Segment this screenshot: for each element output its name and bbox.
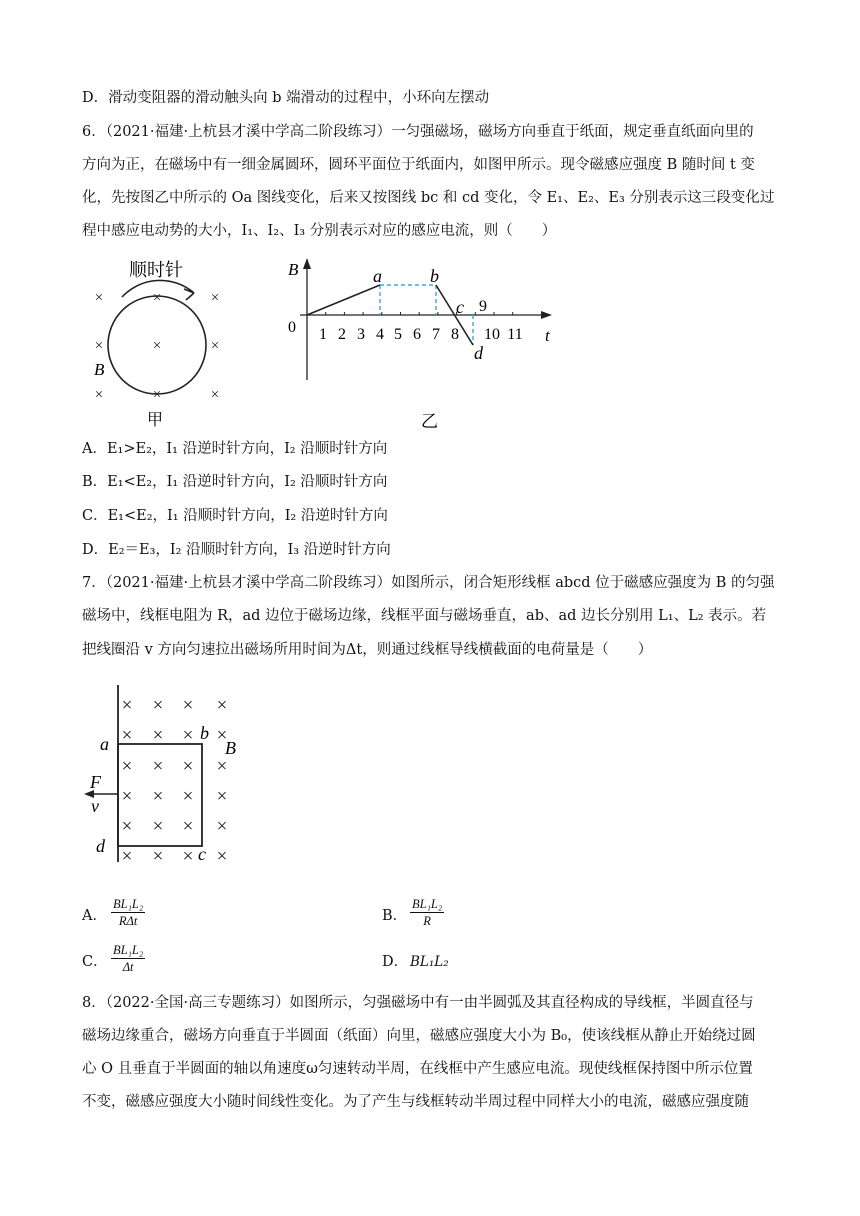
corner-a-label: a xyxy=(100,734,109,754)
figure-q7-rectangular-loop xyxy=(82,680,252,865)
figure-jia-ring-in-field xyxy=(82,255,252,430)
svg-text:×: × xyxy=(182,756,194,777)
svg-text:×: × xyxy=(182,846,194,865)
svg-text:×: × xyxy=(182,786,194,807)
field-b-label: B xyxy=(225,738,236,758)
q7-option-a-label: A． xyxy=(82,908,107,924)
q7-stem-line-1: 7．（2021·福建·上杭县才溪中学高二阶段练习）如图所示，闭合矩形线框 abcd 位于磁感应强度为 B 的匀强 xyxy=(82,575,775,591)
q7-option-d-text: BL₁L₂ xyxy=(410,954,449,970)
svg-text:×: × xyxy=(216,816,228,837)
svg-text:×: × xyxy=(152,816,164,837)
tick-label-5: 5 xyxy=(394,326,402,343)
q6-stem-line-2: 方向为正，在磁场中有一细金属圆环，圆环平面位于纸面内，如图甲所示。现令磁感应强度 B 随时间 t 变 xyxy=(82,157,755,173)
q7-option-c-fraction xyxy=(111,942,145,975)
svg-text:×: × xyxy=(121,786,133,807)
tick-label-11: 11 xyxy=(507,326,523,343)
denominator: Δt xyxy=(122,960,134,974)
q7-option-b-fraction xyxy=(410,896,444,929)
svg-text:×: × xyxy=(152,846,164,865)
velocity-v-label: v xyxy=(91,796,99,816)
y-axis-label: B xyxy=(288,260,299,279)
tick-label-1: 1 xyxy=(319,326,327,343)
figure-yi-b-t-graph xyxy=(280,255,565,435)
numerator: BL₁L₂ xyxy=(113,897,144,911)
cross-mark: × xyxy=(210,387,220,403)
svg-text:×: × xyxy=(216,725,228,746)
svg-text:×: × xyxy=(152,695,164,716)
denominator: RΔt xyxy=(118,914,138,928)
x-axis-label: t xyxy=(545,326,550,345)
rotation-label: 顺时针 xyxy=(129,260,183,281)
numerator: BL₁L₂ xyxy=(412,897,443,911)
q7-option-d-label: D． xyxy=(382,954,409,970)
q6-option-a: A．E₁>E₂，I₁ 沿逆时针方向，I₂ 沿顺时针方向 xyxy=(82,441,388,457)
svg-text:×: × xyxy=(121,756,133,777)
cross-mark: × xyxy=(94,387,104,403)
q7-stem-line-2: 磁场中，线框电阻为 R，ad 边位于磁场边缘，线框平面与磁场垂直，ab、ad 边长分别用 L₁、L₂ 表示。若 xyxy=(82,608,767,624)
denominator: R xyxy=(423,914,431,928)
svg-text:×: × xyxy=(182,725,194,746)
tick-label-2: 2 xyxy=(338,326,346,343)
q6-stem-line-3: 化，先按图乙中所示的 Oa 图线变化，后来又按图线 bc 和 cd 变化，令 E₁、E₂、E₃ 分别表示这三段变化过 xyxy=(82,190,775,206)
cross-mark: × xyxy=(210,338,220,354)
corner-d-label: d xyxy=(96,836,105,856)
y-axis-arrow xyxy=(303,258,311,269)
q7-stem-line-3: 把线圈沿 v 方向匀速拉出磁场所用时间为Δt，则通过线框导线横截面的电荷量是（ ） xyxy=(82,642,653,658)
tick-label-4: 4 xyxy=(376,326,384,343)
point-d-label: d xyxy=(474,343,483,363)
point-a-label: a xyxy=(373,266,382,286)
cross-mark: × xyxy=(94,290,104,306)
cross-mark: × xyxy=(152,290,162,306)
caption-jia: 甲 xyxy=(147,410,164,429)
x-axis-arrow xyxy=(541,311,552,319)
cross-mark: × xyxy=(94,338,104,354)
q8-stem-line-1: 8．（2022·全国·高三专题练习）如图所示，匀强磁场中有一由半圆弧及其直径构成的导线框，半圆直径与 xyxy=(82,995,754,1011)
tick-label-7: 7 xyxy=(432,326,440,343)
cross-mark: × xyxy=(210,290,220,306)
corner-b-label: b xyxy=(200,723,209,743)
field-cross-marks xyxy=(122,695,228,865)
svg-text:×: × xyxy=(182,816,194,837)
force-f-label: F xyxy=(90,772,101,792)
svg-text:×: × xyxy=(121,695,133,716)
svg-text:×: × xyxy=(216,695,228,716)
point-b-label: b xyxy=(430,266,439,286)
segment-oa xyxy=(307,285,380,315)
svg-text:×: × xyxy=(216,756,228,777)
q5-option-d: D．滑动变阻器的滑动触头向 b 端滑动的过程中，小环向左摆动 xyxy=(82,90,490,106)
field-cross-marks xyxy=(95,290,219,403)
caption-yi: 乙 xyxy=(421,412,438,432)
q7-option-b-label: B． xyxy=(382,908,408,924)
q6-option-d: D．E₂＝E₃，I₂ 沿顺时针方向，I₃ 沿逆时针方向 xyxy=(82,542,391,558)
point-c-label: c xyxy=(456,297,464,317)
tick-label-8: 8 xyxy=(451,326,459,343)
origin-label: 0 xyxy=(288,319,296,336)
svg-text:×: × xyxy=(216,786,228,807)
tick-label-3: 3 xyxy=(357,326,365,343)
q6-stem-line-4: 程中感应电动势的大小，I₁、I₂、I₃ 分别表示对应的感应电流，则（ ） xyxy=(82,223,557,239)
svg-text:×: × xyxy=(152,786,164,807)
tick-label-6: 6 xyxy=(413,326,421,343)
svg-text:×: × xyxy=(121,725,133,746)
q6-stem-line-1: 6．（2021·福建·上杭县才溪中学高二阶段练习）一匀强磁场，磁场方向垂直于纸面，规定垂直纸面向里的 xyxy=(82,124,754,140)
numerator: BL₁L₂ xyxy=(113,943,144,957)
svg-text:×: × xyxy=(152,756,164,777)
q8-stem-line-3: 心 O 且垂直于半圆面的轴以角速度ω匀速转动半周，在线框中产生感应电流。现使线框保持图中所示位置 xyxy=(82,1061,753,1077)
q8-stem-line-4: 不变，磁感应强度大小随时间线性变化。为了产生与线框转动半周过程中同样大小的电流，磁感应强度随 xyxy=(82,1094,749,1110)
q7-option-a-fraction xyxy=(111,896,145,929)
b-label: B xyxy=(94,360,105,379)
svg-text:×: × xyxy=(182,695,194,716)
q7-option-c-label: C． xyxy=(82,954,108,970)
q8-stem-line-2: 磁场边缘重合，磁场方向垂直于半圆面（纸面）向里，磁感应强度大小为 B₀，使该线框从静止开始绕过圆 xyxy=(82,1028,756,1044)
tick-label-9: 9 xyxy=(479,298,487,315)
corner-c-label: c xyxy=(198,844,206,864)
q6-option-c: C．E₁<E₂，I₁ 沿顺时针方向，I₂ 沿逆时针方向 xyxy=(82,508,388,524)
svg-text:×: × xyxy=(121,846,133,865)
q6-option-b: B．E₁<E₂，I₁ 沿逆时针方向，I₂ 沿顺时针方向 xyxy=(82,474,388,490)
cross-mark: × xyxy=(152,387,162,403)
svg-text:×: × xyxy=(216,846,228,865)
tick-label-10: 10 xyxy=(484,326,500,343)
svg-text:×: × xyxy=(152,725,164,746)
cross-mark: × xyxy=(152,338,162,354)
svg-text:×: × xyxy=(121,816,133,837)
